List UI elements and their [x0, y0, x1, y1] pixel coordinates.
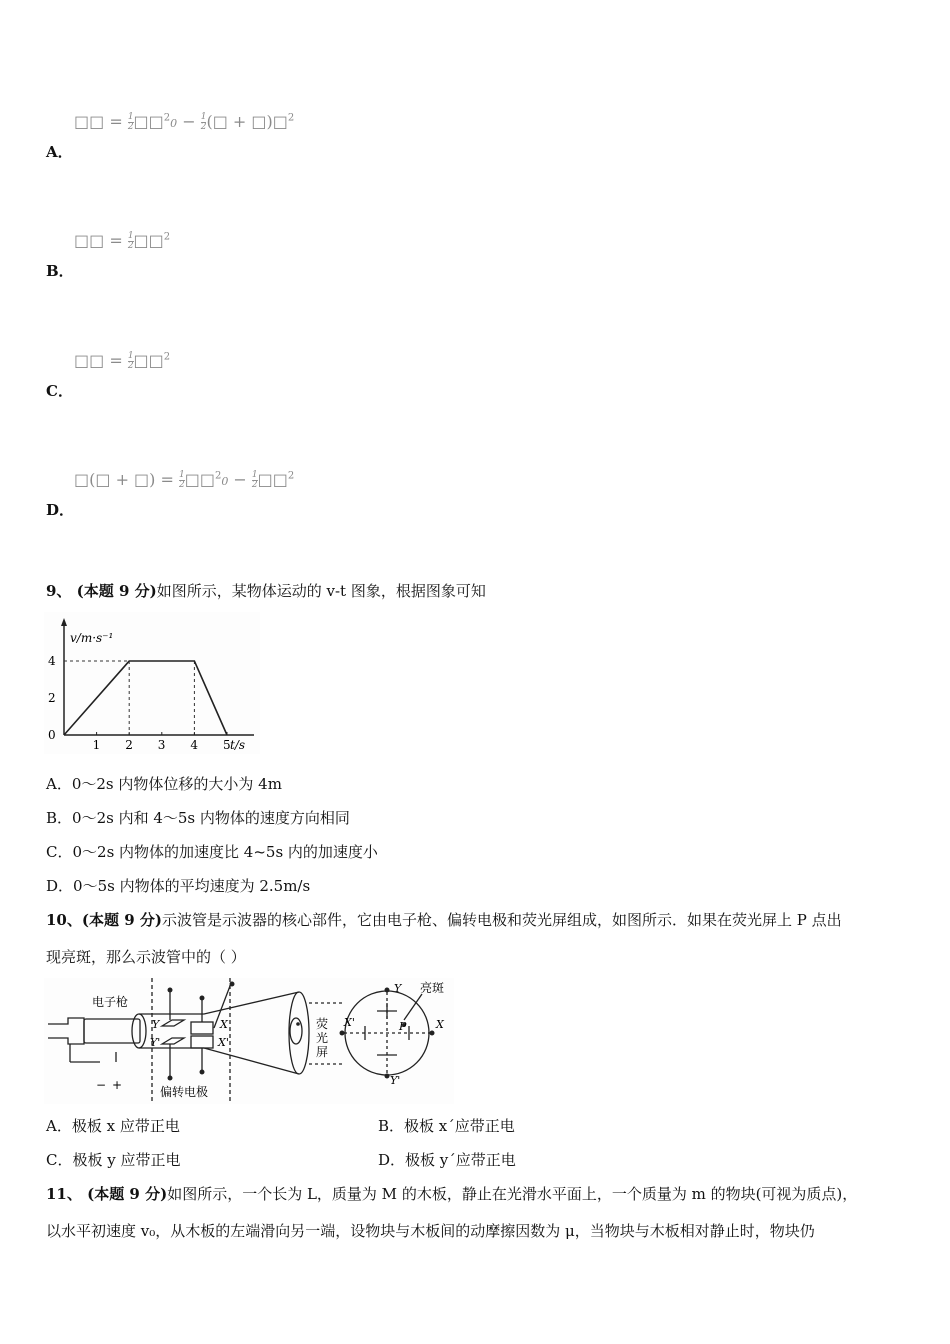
x-tick-label: 2	[125, 738, 133, 752]
option-b-label: B．	[46, 262, 74, 280]
x-tick-label: 4	[190, 738, 199, 752]
q10-option-c: C．极板 y 应带正电	[46, 1151, 181, 1169]
label-p: P	[399, 1020, 407, 1033]
y-tick-label: 4	[48, 654, 56, 668]
label-gun: 电子枪	[92, 995, 129, 1009]
label-plus: +	[112, 1078, 123, 1092]
q10-stem-line2: 现亮斑，那么示波管中的（ ）	[46, 948, 246, 966]
y-tick-label: 2	[48, 691, 56, 705]
x-axis-label: t/s	[230, 738, 246, 752]
oscilloscope-figure	[44, 978, 454, 1104]
q11-stem-line1: 11、 (本题 9 分)如图所示，一个长为 L，质量为 M 的木板，静止在光滑水平面上，一个质量为 m 的物块(可视为质点)，	[46, 1185, 858, 1203]
label-plate-y: Y	[152, 1018, 160, 1031]
q9-option-d: D．0～5s 内物体的平均速度为 2.5m/s	[46, 877, 311, 895]
label-plate-xp: X'	[218, 1036, 229, 1049]
q9-option-c: C．0～2s 内物体的加速度比 4~5s 内的加速度小	[46, 843, 378, 861]
q10-option-b: B．极板 x´应带正电	[378, 1117, 515, 1135]
q9-stem: 9、 (本题 9 分)如图所示，某物体运动的 v-t 图象，根据图象可知	[46, 582, 486, 600]
x-tick-label: 3	[157, 738, 166, 752]
option-b-formula: □□ = $\frac{1}{2}$ □□$^2$	[74, 231, 171, 251]
label-screen-3: 屏	[316, 1045, 329, 1059]
q9-option-b: B．0～2s 内和 4～5s 内物体的速度方向相同	[46, 809, 350, 827]
option-c-formula: □□ = $\frac{1}{2}$ □□$^2$	[74, 351, 171, 371]
x-tick-label: 5	[223, 738, 231, 752]
q11-stem-line2: 以水平初速度 v₀，从木板的左端滑向另一端，设物块与木板间的动摩擦因数为 μ，当物块与木板相对静止时，物块仍	[46, 1222, 815, 1240]
y-axis-label: v/m·s⁻¹	[70, 631, 114, 645]
label-screen-yp: Y'	[390, 1074, 401, 1087]
q9-option-a: A．0～2s 内物体位移的大小为 4m	[46, 775, 282, 793]
option-d-label: D．	[46, 501, 75, 519]
option-c-label: C．	[46, 382, 73, 400]
option-d-formula: □(□ + □) = $\frac{1}{2}$ □□$^2$0 − $\frac{1}{2}$ □□$^2$	[74, 470, 295, 490]
label-deflect: 偏转电极	[160, 1085, 209, 1099]
label-screen-xp: X'	[344, 1016, 355, 1029]
option-a-formula: □□ = $\frac{1}{2}$ □□$^2$0 − $\frac{1}{2}$ (□ + □)□$^2$	[74, 112, 295, 132]
screen-dot	[296, 1022, 300, 1026]
x-tick-label: 1	[92, 738, 101, 752]
vt-graph	[44, 612, 260, 754]
q10-option-d: D．极板 y´应带正电	[378, 1151, 516, 1169]
q10-stem-line1: 10、(本题 9 分)示波管是示波器的核心部件，它由电子枪、偏转电极和荧光屏组成，如图所示．如果在荧光屏上 P 点出	[46, 911, 842, 929]
label-spot: 亮斑	[420, 981, 445, 995]
label-screen-1: 荧	[316, 1017, 329, 1031]
q10-option-a: A．极板 x 应带正电	[46, 1117, 180, 1135]
label-plate-yp: Y'	[150, 1036, 161, 1049]
option-a-label: A．	[46, 143, 73, 161]
label-plate-x: X	[220, 1018, 228, 1031]
label-screen-2: 光	[316, 1031, 329, 1045]
label-screen-y: Y	[394, 982, 402, 995]
label-minus: −	[96, 1078, 107, 1092]
y-tick-label: 0	[48, 728, 56, 742]
label-screen-x: X	[436, 1018, 444, 1031]
